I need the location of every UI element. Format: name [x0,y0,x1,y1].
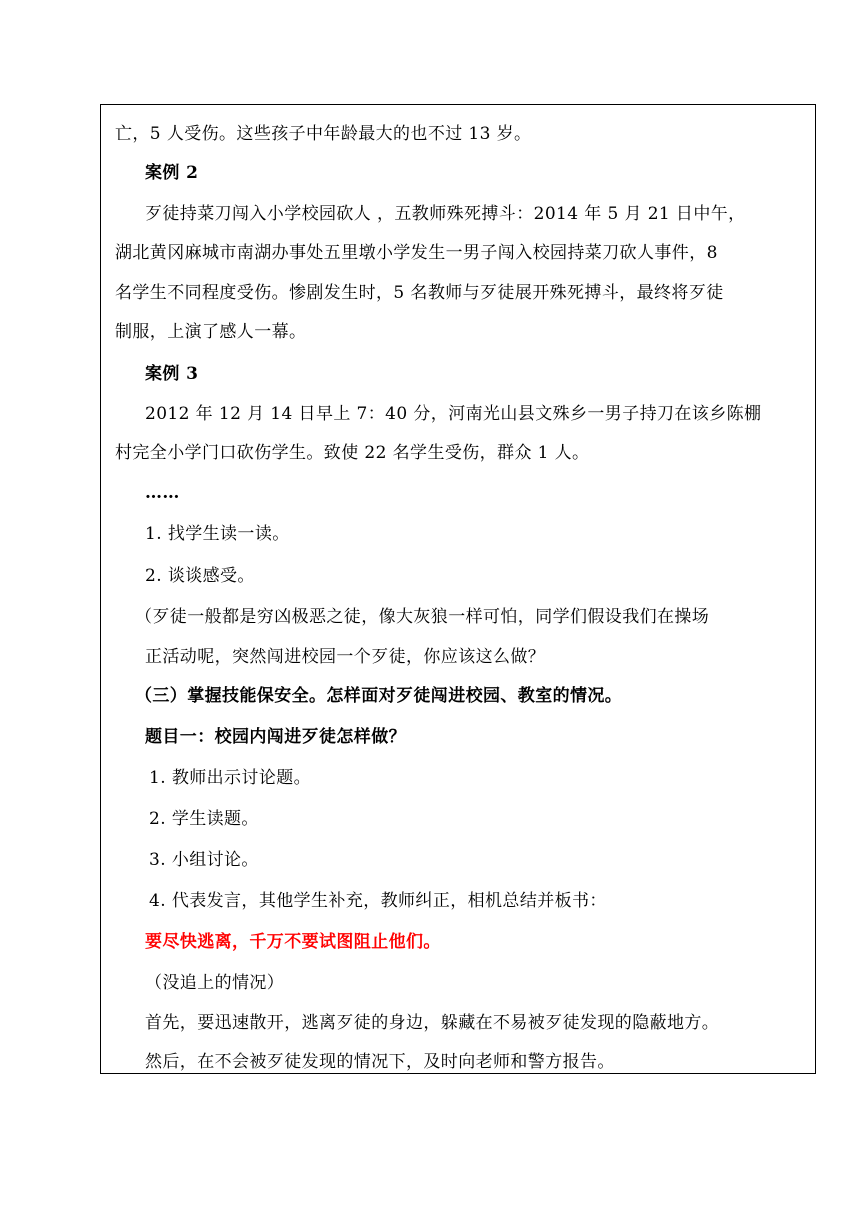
list-item: 1. 找学生读一读。 [145,524,290,544]
paragraph-line: 制服，上演了感人一幕。 [115,322,307,342]
paragraph-line: 名学生不同程度受伤。惨剧发生时，5 名教师与歹徒展开殊死搏斗，最终将歹徒 [115,283,724,303]
paragraph-line: 首先，要迅速散开，逃离歹徒的身边，躲藏在不易被歹徒发现的隐蔽地方。 [145,1013,720,1033]
paragraph-line: 然后，在不会被歹徒发现的情况下，及时向老师和警方报告。 [145,1052,615,1072]
paragraph-line: （没追上的情况） [145,973,285,993]
question-heading: 题目一：校园内闯进歹徒怎样做？ [145,727,406,747]
list-item: 1. 教师出示讨论题。 [149,768,312,788]
paragraph-line: 正活动呢，突然闯进校园一个歹徒，你应该这么做？ [145,647,546,667]
document-table-cell [100,104,816,1074]
paragraph-line: 亡，5 人受伤。这些孩子中年龄最大的也不过 13 岁。 [115,124,532,144]
paragraph-line: 湖北黄冈麻城市南湖办事处五里墩小学发生一男子闯入校园持菜刀砍人事件，8 [115,243,718,263]
list-item: 4. 代表发言，其他学生补充，教师纠正，相机总结并板书： [149,891,607,911]
paragraph-line: 2012 年 12 月 14 日早上 7：40 分，河南光山县文殊乡一男子持刀在该乡陈棚 [145,404,762,424]
paragraph-line: （歹徒一般都是穷凶极恶之徒，像大灰狼一样可怕，同学们假设我们在操场 [135,607,710,627]
paragraph-line: 村完全小学门口砍伤学生。致使 22 名学生受伤，群众 1 人。 [115,443,590,463]
ellipsis: …… [145,483,180,503]
section-heading: （三）掌握技能保安全。怎样面对歹徒闯进校园、教室的情况。 [135,686,623,706]
list-item: 2. 学生读题。 [149,809,259,829]
case-heading: 案例 2 [145,163,199,183]
list-item: 2. 谈谈感受。 [145,566,255,586]
emphasis-line: 要尽快逃离，千万不要试图阻止他们。 [145,932,441,952]
case-heading: 案例 3 [145,364,199,384]
paragraph-line: 歹徒持菜刀闯入小学校园砍人 ，五教师殊死搏斗：2014 年 5 月 21 日中午， [145,204,746,224]
list-item: 3. 小组讨论。 [149,850,259,870]
